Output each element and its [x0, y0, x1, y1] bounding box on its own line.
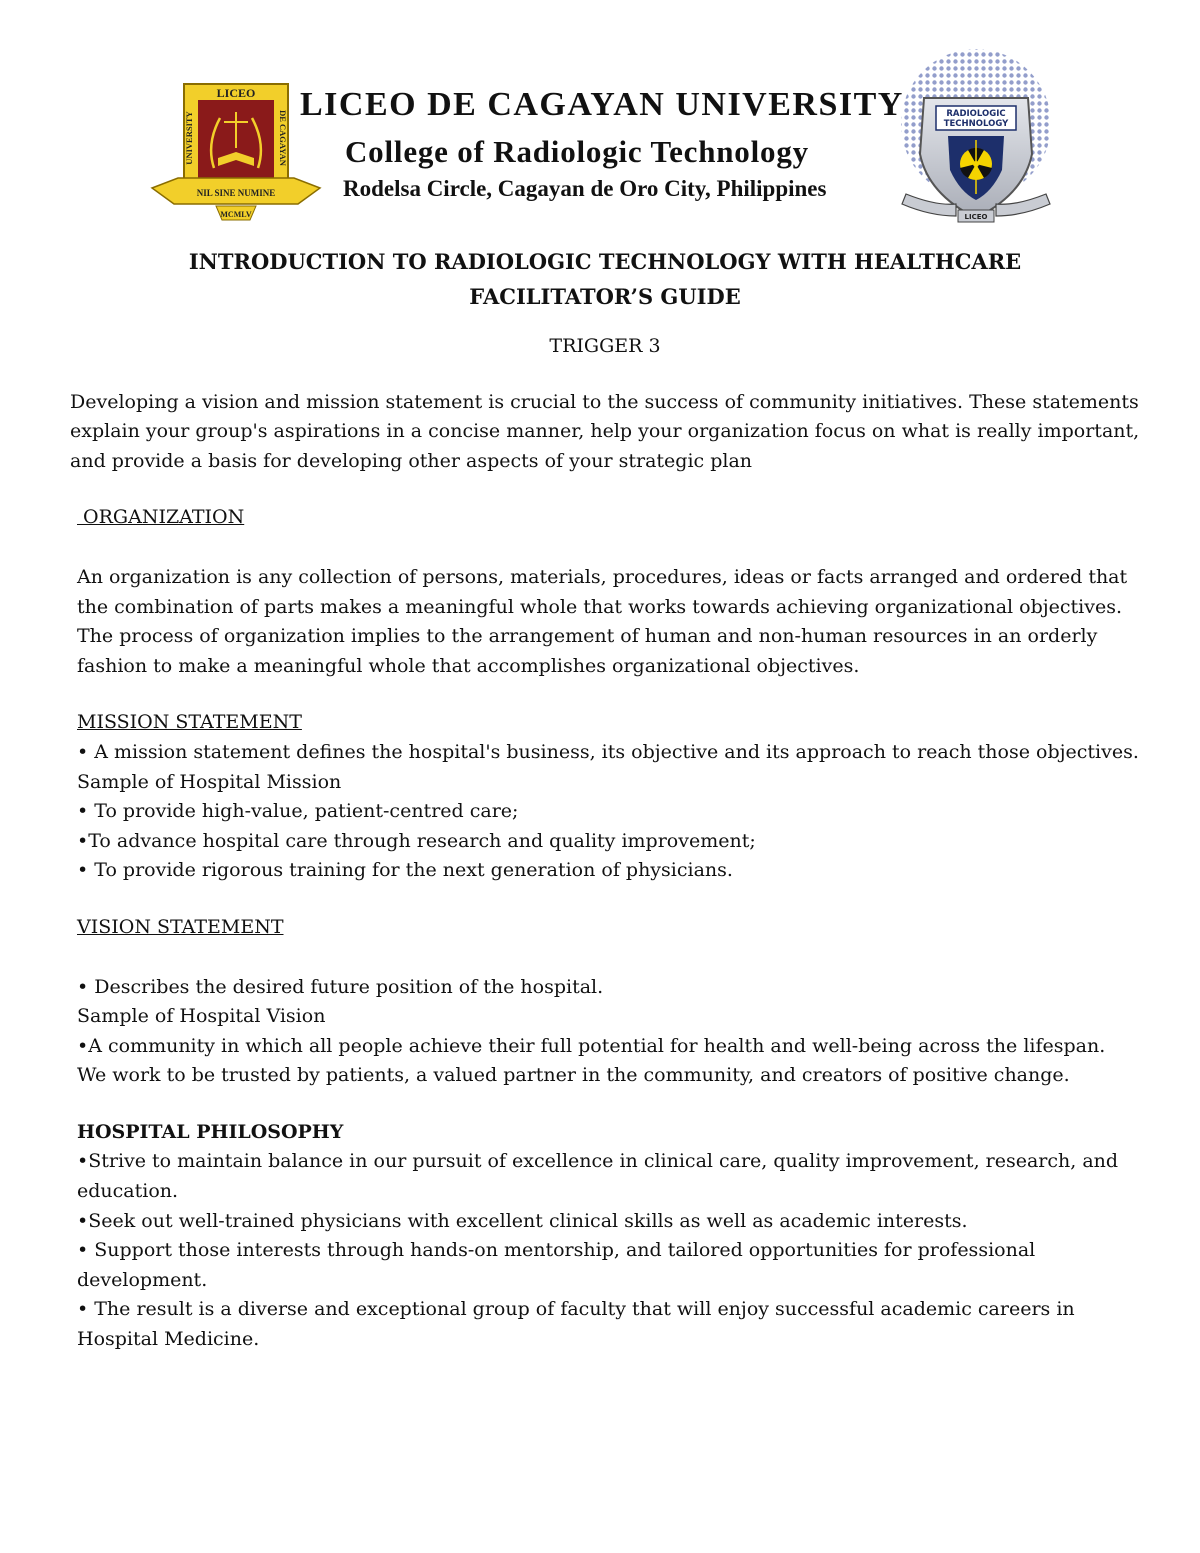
seal-bottom-text: LICEO — [964, 213, 988, 221]
seal-label-bottom: TECHNOLOGY — [943, 119, 1009, 129]
university-name: LICEO DE CAGAYAN UNIVERSITY — [300, 86, 904, 123]
mission-item: • To provide high-value, patient-centred care; — [77, 800, 519, 823]
philosophy-item: •Strive to maintain balance in our pursuit of excellence in clinical care, quality improvement, research, and education. — [77, 1150, 1119, 1203]
letterhead — [0, 0, 1200, 240]
philosophy-heading: HOSPITAL PHILOSOPHY — [77, 1120, 344, 1143]
organization-paragraph-1: An organization is any collection of persons, materials, procedures, ideas or facts arranged and ordered that the combination of parts makes a meaningful whole that works towards achieving organizational objectives. — [77, 565, 1128, 618]
college-name: College of Radiologic Technology — [345, 134, 809, 169]
mission-heading: MISSION STATEMENT — [77, 711, 302, 734]
trigger-label: TRIGGER 3 — [549, 335, 661, 357]
seal-motto: NIL SINE NUMINE — [196, 188, 276, 198]
document-title — [70, 244, 1140, 314]
document-body — [70, 244, 1140, 1355]
organization-paragraph-2: The process of organization implies to the arrangement of human and non-human resources in an orderly fashion to make a meaningful whole that accomplishes organizational objectives. — [77, 625, 1098, 677]
seal-right-text: DE CAGAYAN — [278, 110, 288, 166]
philosophy-item: • The result is a diverse and exceptional group of faculty that will enjoy successful academic careers in Hospital Medicine. — [77, 1298, 1075, 1351]
mission-item: •To advance hospital care through research and quality improvement; — [77, 829, 756, 852]
philosophy-item: • Support those interests through hands-on mentorship, and tailored opportunities for professional development. — [77, 1239, 1036, 1291]
seal-year: MCMLV — [220, 210, 252, 219]
intro-paragraph: Developing a vision and mission statement is crucial to the success of community initiatives. These statements explain your group's aspirations in a concise manner, help your organization focus on what is really important, and provide a basis for developing other aspects of your strategic plan — [70, 390, 1140, 472]
title-line-2: FACILITATOR’S GUIDE — [469, 284, 741, 309]
organization-heading: ORGANIZATION — [77, 506, 245, 529]
radiologic-technology-seal-logo — [896, 44, 1056, 234]
university-seal-logo — [148, 78, 323, 243]
title-line-1: INTRODUCTION TO RADIOLOGIC TECHNOLOGY WITH HEALTHCARE — [188, 249, 1022, 274]
vision-sample: •A community in which all people achieve their full potential for health and well-being across the lifespan. We work to be trusted by patients, a valued partner in the community, and creators of positive change. — [77, 1034, 1106, 1087]
vision-definition: • Describes the desired future position of the hospital. — [77, 975, 604, 998]
philosophy-item: •Seek out well-trained physicians with excellent clinical skills as well as academic interests. — [77, 1209, 968, 1232]
mission-item: • To provide rigorous training for the next generation of physicians. — [77, 859, 733, 882]
mission-sample-label: Sample of Hospital Mission — [77, 770, 342, 793]
seal-label-top: RADIOLOGIC — [946, 109, 1006, 119]
seal-top-text: LICEO — [216, 86, 256, 100]
seal-left-text: UNIVERSITY — [184, 111, 194, 165]
vision-sample-label: Sample of Hospital Vision — [77, 1005, 326, 1028]
college-address: Rodelsa Circle, Cagayan de Oro City, Philippines — [343, 176, 827, 201]
vision-heading: VISION STATEMENT — [77, 915, 284, 938]
mission-definition: • A mission statement defines the hospital's business, its objective and its approach to reach those objectives. — [77, 740, 1139, 763]
